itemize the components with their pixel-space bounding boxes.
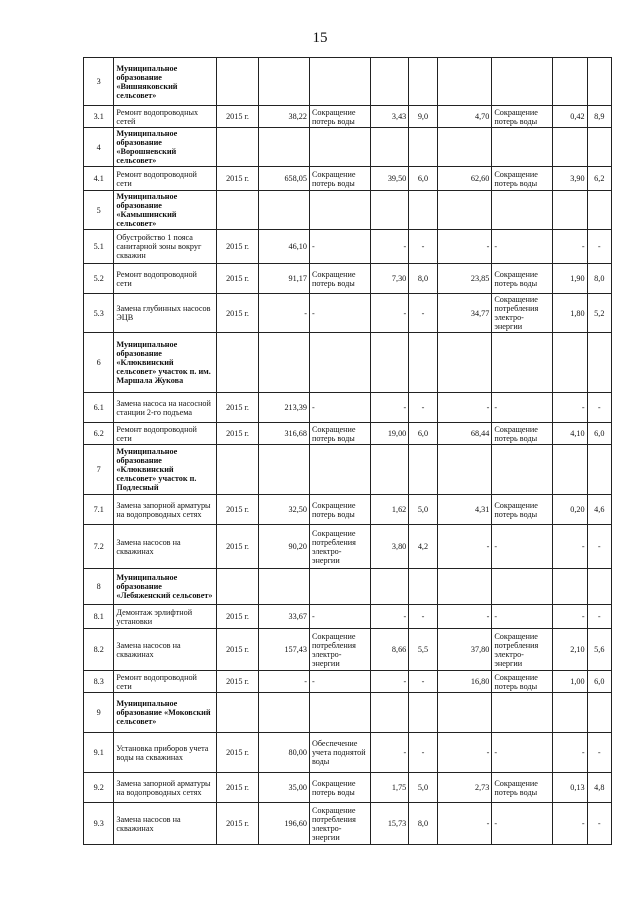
effect2-value-cell [437, 693, 492, 733]
effect-percent-cell: - [409, 294, 437, 333]
effect2-description-cell [492, 445, 553, 495]
year-cell [216, 445, 259, 495]
table-row [84, 629, 612, 671]
cost-cell [259, 693, 310, 733]
effect-value-cell: 3,43 [370, 106, 409, 128]
effect2-percent-cell: 8,0 [587, 264, 611, 294]
effect-percent-cell [409, 333, 437, 393]
effect2-percent-cell: 6,2 [587, 167, 611, 191]
row-number-cell: 7.1 [84, 495, 114, 525]
effect-percent-cell: 5,0 [409, 773, 437, 803]
table-row [84, 495, 612, 525]
effect-value-cell: - [370, 671, 409, 693]
effect2-amount-cell: - [553, 393, 587, 423]
effect-value-cell: 19,00 [370, 423, 409, 445]
year-cell [216, 569, 259, 605]
effect2-percent-cell [587, 333, 611, 393]
year-cell: 2015 г. [216, 106, 259, 128]
effect2-value-cell: - [437, 733, 492, 773]
measure-name-cell: Обустройство 1 пояса санитарной зоны вокруг скважин [114, 230, 216, 264]
effect2-value-cell [437, 569, 492, 605]
measure-name-cell: Муниципальное образование «Ворошневский сельсовет» [114, 128, 216, 167]
effect-percent-cell: 8,0 [409, 264, 437, 294]
effect2-amount-cell [553, 445, 587, 495]
effect2-description-cell: Сокращение потерь воды [492, 106, 553, 128]
effect2-amount-cell: - [553, 803, 587, 845]
row-number-cell: 8 [84, 569, 114, 605]
table-row [84, 58, 612, 106]
effect-percent-cell: 6,0 [409, 167, 437, 191]
table-row [84, 693, 612, 733]
effect2-value-cell [437, 58, 492, 106]
measure-name-cell: Муниципальное образование «Вишняковский сельсовет» [114, 58, 216, 106]
year-cell: 2015 г. [216, 803, 259, 845]
effect-value-cell [370, 191, 409, 230]
effect-value-cell: - [370, 733, 409, 773]
row-number-cell: 8.1 [84, 605, 114, 629]
effect2-amount-cell: - [553, 230, 587, 264]
table-row [84, 773, 612, 803]
cost-cell: 658,05 [259, 167, 310, 191]
row-number-cell: 9.3 [84, 803, 114, 845]
measure-name-cell: Ремонт водопроводной сети [114, 264, 216, 294]
cost-cell: 316,68 [259, 423, 310, 445]
effect2-value-cell [437, 128, 492, 167]
measure-name-cell: Замена насосов на скважинах [114, 629, 216, 671]
table-row [84, 333, 612, 393]
page-number: 15 [312, 30, 328, 46]
cost-cell: 80,00 [259, 733, 310, 773]
effect-value-cell: - [370, 294, 409, 333]
cost-cell: 213,39 [259, 393, 310, 423]
effect2-percent-cell: 4,8 [587, 773, 611, 803]
year-cell: 2015 г. [216, 495, 259, 525]
effect2-description-cell: - [492, 803, 553, 845]
effect-value-cell [370, 333, 409, 393]
year-cell: 2015 г. [216, 294, 259, 333]
row-number-cell: 5 [84, 191, 114, 230]
table-row [84, 264, 612, 294]
effect2-value-cell: - [437, 525, 492, 569]
measure-name-cell: Муниципальное образование «Лебяженский сельсовет» [114, 569, 216, 605]
effect2-amount-cell: 1,00 [553, 671, 587, 693]
effect2-value-cell [437, 191, 492, 230]
row-number-cell: 9.2 [84, 773, 114, 803]
effect2-amount-cell: 0,20 [553, 495, 587, 525]
table-row [84, 733, 612, 773]
table-body [84, 58, 612, 845]
measure-name-cell: Муниципальное образование «Клюквинский сельсовет» участок п. им. Маршала Жукова [114, 333, 216, 393]
measure-name-cell: Муниципальное образование «Моковский сельсовет» [114, 693, 216, 733]
year-cell: 2015 г. [216, 167, 259, 191]
table-row [84, 803, 612, 845]
effect-description-cell [309, 693, 370, 733]
table-row [84, 294, 612, 333]
effect2-amount-cell [553, 333, 587, 393]
effect-description-cell [309, 128, 370, 167]
effect-percent-cell: 8,0 [409, 803, 437, 845]
cost-cell: 46,10 [259, 230, 310, 264]
effect2-amount-cell: 4,10 [553, 423, 587, 445]
effect-description-cell: Сокращение потерь воды [309, 106, 370, 128]
row-number-cell: 9 [84, 693, 114, 733]
measure-name-cell: Ремонт водопроводной сети [114, 423, 216, 445]
effect2-amount-cell: 3,90 [553, 167, 587, 191]
effect2-amount-cell [553, 191, 587, 230]
row-number-cell: 9.1 [84, 733, 114, 773]
row-number-cell: 3.1 [84, 106, 114, 128]
row-number-cell: 7 [84, 445, 114, 495]
effect2-amount-cell: 1,80 [553, 294, 587, 333]
effect-percent-cell: 4,2 [409, 525, 437, 569]
effect2-percent-cell: 5,6 [587, 629, 611, 671]
table-row [84, 393, 612, 423]
effect-description-cell: - [309, 230, 370, 264]
effect2-value-cell: 34,77 [437, 294, 492, 333]
measure-name-cell: Демонтаж эрлифтной установки [114, 605, 216, 629]
effect2-value-cell: - [437, 230, 492, 264]
effect-percent-cell [409, 58, 437, 106]
effect-description-cell: Сокращение потерь воды [309, 773, 370, 803]
effect-value-cell [370, 128, 409, 167]
effect-description-cell: Сокращение потребления электро-энергии [309, 525, 370, 569]
effect-value-cell: 7,30 [370, 264, 409, 294]
row-number-cell: 5.1 [84, 230, 114, 264]
measure-name-cell: Замена насоса на насосной станции 2-го подъема [114, 393, 216, 423]
effect-description-cell: Сокращение потерь воды [309, 264, 370, 294]
year-cell: 2015 г. [216, 605, 259, 629]
measure-name-cell: Ремонт водопроводных сетей [114, 106, 216, 128]
table-row [84, 191, 612, 230]
cost-cell [259, 333, 310, 393]
effect2-value-cell: 4,31 [437, 495, 492, 525]
effect-percent-cell [409, 693, 437, 733]
year-cell: 2015 г. [216, 773, 259, 803]
effect2-description-cell [492, 333, 553, 393]
effect-value-cell [370, 445, 409, 495]
effect-description-cell: - [309, 605, 370, 629]
row-number-cell: 5.2 [84, 264, 114, 294]
effect2-description-cell: - [492, 393, 553, 423]
effect2-percent-cell [587, 445, 611, 495]
effect-description-cell: Сокращение потерь воды [309, 167, 370, 191]
row-number-cell: 6 [84, 333, 114, 393]
cost-cell [259, 445, 310, 495]
effect-description-cell: - [309, 393, 370, 423]
effect2-value-cell: - [437, 393, 492, 423]
effect-percent-cell [409, 569, 437, 605]
effect2-percent-cell: - [587, 733, 611, 773]
effect2-description-cell [492, 693, 553, 733]
effect-percent-cell: - [409, 733, 437, 773]
cost-cell [259, 128, 310, 167]
measures-table [83, 57, 612, 845]
effect2-description-cell: Сокращение потребления электро-энергии [492, 294, 553, 333]
table-row [84, 445, 612, 495]
measure-name-cell: Ремонт водопроводной сети [114, 167, 216, 191]
cost-cell: 91,17 [259, 264, 310, 294]
effect-description-cell [309, 569, 370, 605]
effect-description-cell: Сокращение потребления электро-энергии [309, 629, 370, 671]
cost-cell: 196,60 [259, 803, 310, 845]
year-cell [216, 128, 259, 167]
table-row [84, 106, 612, 128]
year-cell [216, 58, 259, 106]
effect2-description-cell: - [492, 605, 553, 629]
row-number-cell: 6.1 [84, 393, 114, 423]
effect-description-cell [309, 191, 370, 230]
effect-percent-cell [409, 445, 437, 495]
effect-description-cell: Сокращение потерь воды [309, 495, 370, 525]
effect2-amount-cell: 2,10 [553, 629, 587, 671]
effect2-amount-cell: 0,42 [553, 106, 587, 128]
effect-percent-cell: 5,0 [409, 495, 437, 525]
effect2-percent-cell: - [587, 803, 611, 845]
effect2-amount-cell [553, 128, 587, 167]
effect2-description-cell: Сокращение потерь воды [492, 423, 553, 445]
effect2-description-cell: - [492, 733, 553, 773]
effect2-percent-cell: - [587, 393, 611, 423]
row-number-cell: 4 [84, 128, 114, 167]
effect-description-cell: Обеспечение учета поднятой воды [309, 733, 370, 773]
effect-percent-cell [409, 128, 437, 167]
table-row [84, 167, 612, 191]
effect-value-cell: 15,73 [370, 803, 409, 845]
measure-name-cell: Муниципальное образование «Клюквинский сельсовет» участок п. Подлесный [114, 445, 216, 495]
cost-cell: 38,22 [259, 106, 310, 128]
effect2-value-cell: - [437, 803, 492, 845]
effect-percent-cell [409, 191, 437, 230]
table-row [84, 128, 612, 167]
effect-percent-cell: 5,5 [409, 629, 437, 671]
year-cell: 2015 г. [216, 230, 259, 264]
effect2-description-cell: Сокращение потерь воды [492, 264, 553, 294]
effect2-percent-cell: - [587, 525, 611, 569]
effect2-value-cell: 16,80 [437, 671, 492, 693]
year-cell: 2015 г. [216, 733, 259, 773]
effect2-description-cell: - [492, 230, 553, 264]
year-cell: 2015 г. [216, 264, 259, 294]
effect-value-cell: - [370, 393, 409, 423]
effect2-value-cell: - [437, 605, 492, 629]
effect2-value-cell: 62,60 [437, 167, 492, 191]
effect-description-cell: - [309, 294, 370, 333]
effect2-amount-cell [553, 693, 587, 733]
measure-name-cell: Замена насосов на скважинах [114, 803, 216, 845]
effect-description-cell: - [309, 671, 370, 693]
effect2-amount-cell [553, 58, 587, 106]
effect2-description-cell [492, 569, 553, 605]
cost-cell [259, 569, 310, 605]
effect-value-cell: 39,50 [370, 167, 409, 191]
effect-value-cell: 3,80 [370, 525, 409, 569]
effect-percent-cell: - [409, 605, 437, 629]
effect2-percent-cell: - [587, 605, 611, 629]
row-number-cell: 7.2 [84, 525, 114, 569]
effect-value-cell: 1,75 [370, 773, 409, 803]
measure-name-cell: Замена запорной арматуры на водопроводных сетях [114, 495, 216, 525]
cost-cell: 33,67 [259, 605, 310, 629]
effect-value-cell: - [370, 230, 409, 264]
cost-cell [259, 191, 310, 230]
cost-cell [259, 58, 310, 106]
effect2-amount-cell: 0,13 [553, 773, 587, 803]
effect2-value-cell: 2,73 [437, 773, 492, 803]
measure-name-cell: Ремонт водопроводной сети [114, 671, 216, 693]
effect-description-cell [309, 445, 370, 495]
row-number-cell: 8.3 [84, 671, 114, 693]
cost-cell: - [259, 671, 310, 693]
effect2-percent-cell: 6,0 [587, 423, 611, 445]
year-cell [216, 693, 259, 733]
effect-percent-cell: 9,0 [409, 106, 437, 128]
table-row [84, 671, 612, 693]
measure-name-cell: Муниципальное образование «Камышинский сельсовет» [114, 191, 216, 230]
effect2-percent-cell [587, 191, 611, 230]
effect2-value-cell: 4,70 [437, 106, 492, 128]
measure-name-cell: Замена запорной арматуры на водопроводных сетях [114, 773, 216, 803]
measure-name-cell: Замена глубинных насосов ЭЦВ [114, 294, 216, 333]
cost-cell: 32,50 [259, 495, 310, 525]
year-cell: 2015 г. [216, 423, 259, 445]
effect2-percent-cell [587, 58, 611, 106]
cost-cell: 90,20 [259, 525, 310, 569]
year-cell: 2015 г. [216, 671, 259, 693]
table-row [84, 230, 612, 264]
effect2-amount-cell [553, 569, 587, 605]
effect2-description-cell: - [492, 525, 553, 569]
effect-description-cell: Сокращение потерь воды [309, 423, 370, 445]
year-cell [216, 191, 259, 230]
effect-value-cell [370, 58, 409, 106]
effect2-description-cell: Сокращение потребления электро-энергии [492, 629, 553, 671]
effect2-percent-cell: 8,9 [587, 106, 611, 128]
row-number-cell: 6.2 [84, 423, 114, 445]
effect2-amount-cell: - [553, 605, 587, 629]
effect2-description-cell [492, 191, 553, 230]
effect-value-cell [370, 693, 409, 733]
effect2-percent-cell: 5,2 [587, 294, 611, 333]
effect2-value-cell: 23,85 [437, 264, 492, 294]
effect2-value-cell: 37,80 [437, 629, 492, 671]
effect2-description-cell: Сокращение потерь воды [492, 773, 553, 803]
effect2-percent-cell: 4,6 [587, 495, 611, 525]
effect2-percent-cell [587, 128, 611, 167]
effect-percent-cell: - [409, 230, 437, 264]
table-row [84, 525, 612, 569]
cost-cell: - [259, 294, 310, 333]
cost-cell: 35,00 [259, 773, 310, 803]
table-row [84, 423, 612, 445]
table-row [84, 605, 612, 629]
effect2-value-cell [437, 333, 492, 393]
effect-description-cell [309, 333, 370, 393]
effect-percent-cell: 6,0 [409, 423, 437, 445]
effect2-amount-cell: - [553, 733, 587, 773]
measure-name-cell: Установка приборов учета воды на скважинах [114, 733, 216, 773]
row-number-cell: 4.1 [84, 167, 114, 191]
effect-description-cell: Сокращение потребления электро-энергии [309, 803, 370, 845]
effect2-description-cell: Сокращение потерь воды [492, 495, 553, 525]
effect2-amount-cell: - [553, 525, 587, 569]
row-number-cell: 3 [84, 58, 114, 106]
effect2-description-cell: Сокращение потерь воды [492, 671, 553, 693]
effect2-percent-cell: - [587, 230, 611, 264]
effect-value-cell: 1,62 [370, 495, 409, 525]
effect-description-cell [309, 58, 370, 106]
effect2-percent-cell [587, 569, 611, 605]
effect2-description-cell [492, 128, 553, 167]
effect-percent-cell: - [409, 671, 437, 693]
row-number-cell: 5.3 [84, 294, 114, 333]
effect-percent-cell: - [409, 393, 437, 423]
cost-cell: 157,43 [259, 629, 310, 671]
effect2-amount-cell: 1,90 [553, 264, 587, 294]
effect-value-cell: 8,66 [370, 629, 409, 671]
effect-value-cell [370, 569, 409, 605]
year-cell: 2015 г. [216, 629, 259, 671]
effect2-description-cell [492, 58, 553, 106]
effect2-percent-cell [587, 693, 611, 733]
row-number-cell: 8.2 [84, 629, 114, 671]
effect2-value-cell: 68,44 [437, 423, 492, 445]
effect-value-cell: - [370, 605, 409, 629]
year-cell [216, 333, 259, 393]
year-cell: 2015 г. [216, 525, 259, 569]
effect2-description-cell: Сокращение потерь воды [492, 167, 553, 191]
effect2-value-cell [437, 445, 492, 495]
effect2-percent-cell: 6,0 [587, 671, 611, 693]
measure-name-cell: Замена насосов на скважинах [114, 525, 216, 569]
year-cell: 2015 г. [216, 393, 259, 423]
table-row [84, 569, 612, 605]
